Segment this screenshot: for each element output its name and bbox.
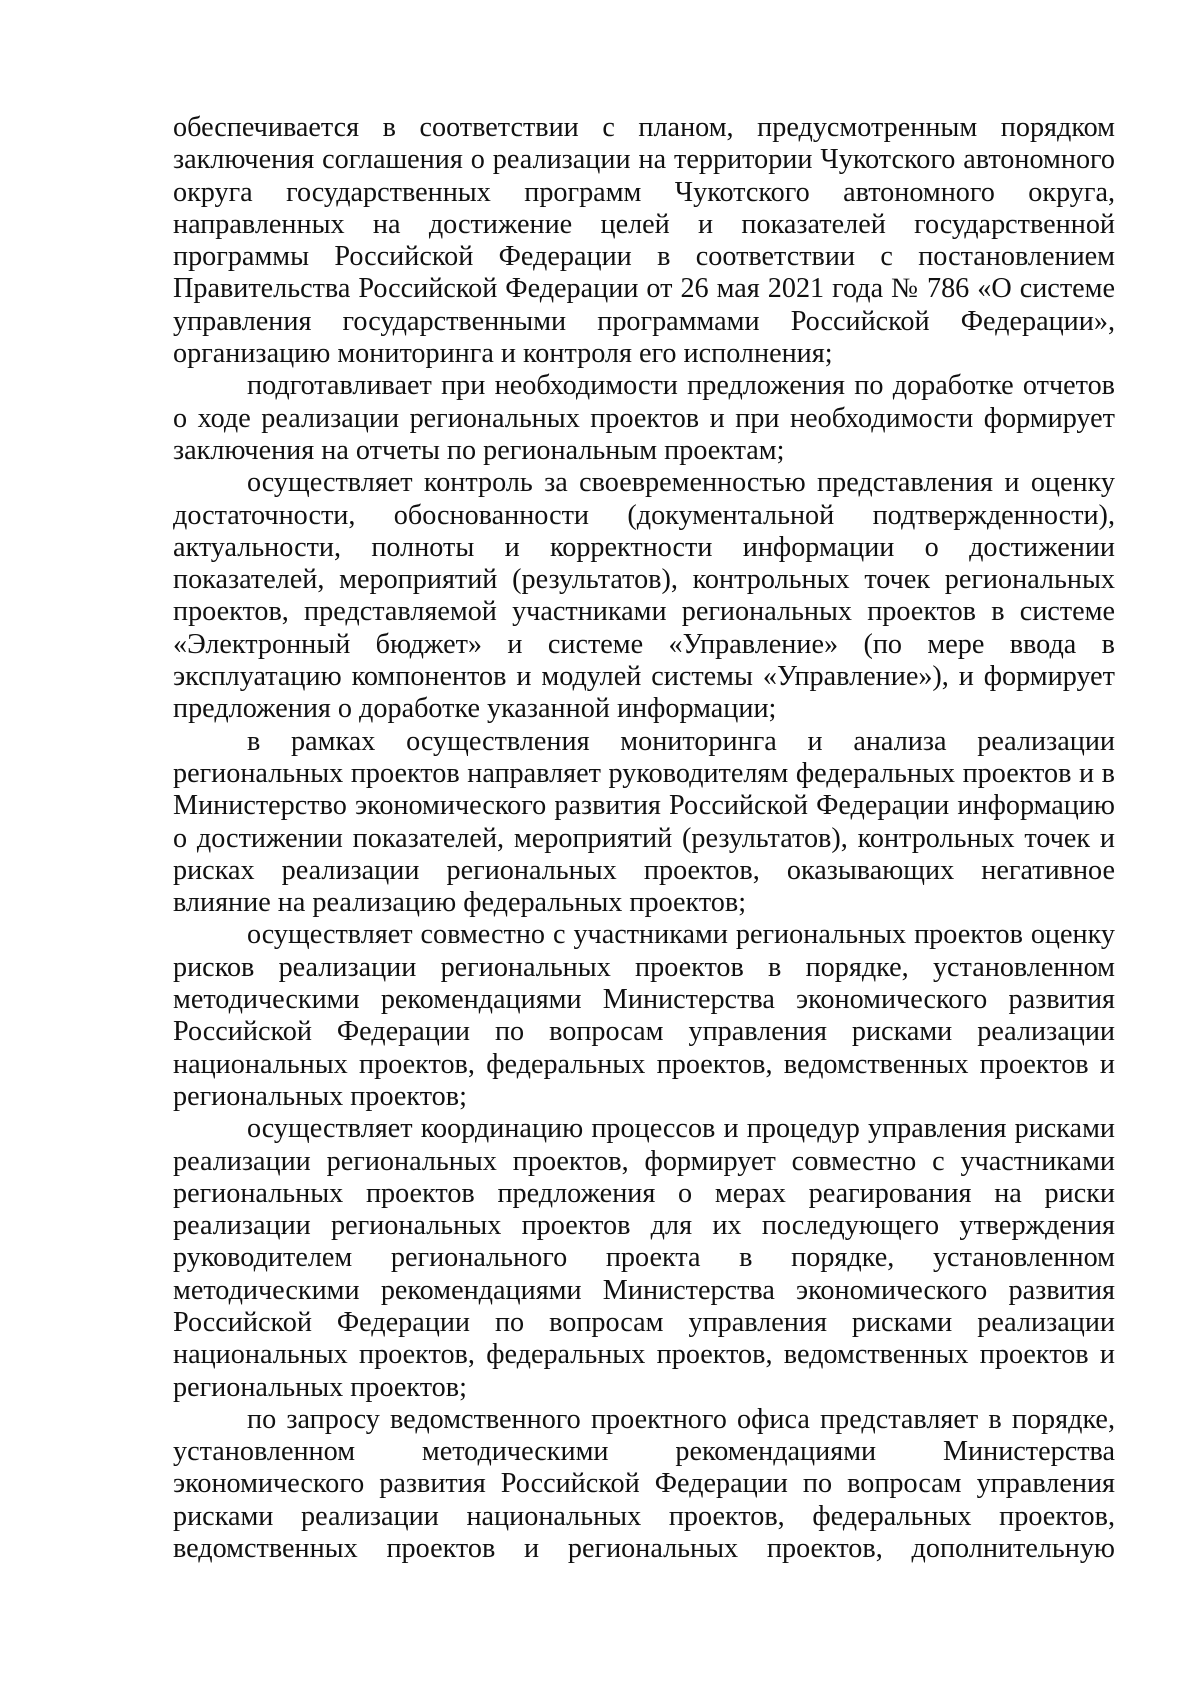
- paragraph-office-request: по запросу ведомственного проектного офиса представляет в порядке, установленном методическими рекомендациями Министерства экономического развития Российской Федерации по вопросам управления рисками реализации национальных проектов, федеральных проектов, ведомственных проектов и региональных проектов, дополнительную: [173, 1403, 1115, 1565]
- document-page: [173, 112, 1115, 1565]
- paragraph-risk-coordination: осуществляет координацию процессов и процедур управления рисками реализации региональных проектов, формирует совместно с участниками региональных проектов предложения о мерах реагирования на риски реализации региональных проектов для их последующего утверждения руководителем регионального проекта в порядке, установленном методическими рекомендациями Министерства экономического развития Российской Федерации по вопросам управления рисками реализации национальных проектов, федеральных проектов, ведомственных проектов и региональных проектов;: [173, 1113, 1115, 1403]
- paragraph-report-proposals: подготавливает при необходимости предложения по доработке отчетов о ходе реализации региональных проектов и при необходимости формирует заключения на отчеты по региональным проектам;: [173, 370, 1115, 466]
- paragraph-monitoring-analysis: в рамках осуществления мониторинга и анализа реализации региональных проектов направляет руководителям федеральных проектов и в Министерство экономического развития Российской Федерации информацию о достижении показателей, мероприятий (результатов), контрольных точек и рисках реализации региональных проектов, оказывающих негативное влияние на реализацию федеральных проектов;: [173, 725, 1115, 919]
- paragraph-plan-provision: обеспечивается в соответствии с планом, предусмотренным порядком заключения соглашения о реализации на территории Чукотского автономного округа государственных программ Чукотского автономного округа, направленных на достижение целей и показателей государственной программы Российской Федерации в соответствии с постановлением Правительства Российской Федерации от 26 мая 2021 года № 786 «О системе управления государственными программами Российской Федерации», организацию мониторинга и контроля его исполнения;: [173, 112, 1115, 370]
- paragraph-risk-assessment: осуществляет совместно с участниками региональных проектов оценку рисков реализации региональных проектов в порядке, установленном методическими рекомендациями Министерства экономического развития Российской Федерации по вопросам управления рисками реализации национальных проектов, федеральных проектов, ведомственных проектов и региональных проектов;: [173, 919, 1115, 1112]
- paragraph-information-control: осуществляет контроль за своевременностью представления и оценку достаточности, обоснованности (документальной подтвержденности), актуальности, полноты и корректности информации о достижении показателей, мероприятий (результатов), контрольных точек региональных проектов, представляемой участниками региональных проектов в системе «Электронный бюджет» и системе «Управление» (по мере ввода в эксплуатацию компонентов и модулей системы «Управление»), и формирует предложения о доработке указанной информации;: [173, 467, 1115, 725]
